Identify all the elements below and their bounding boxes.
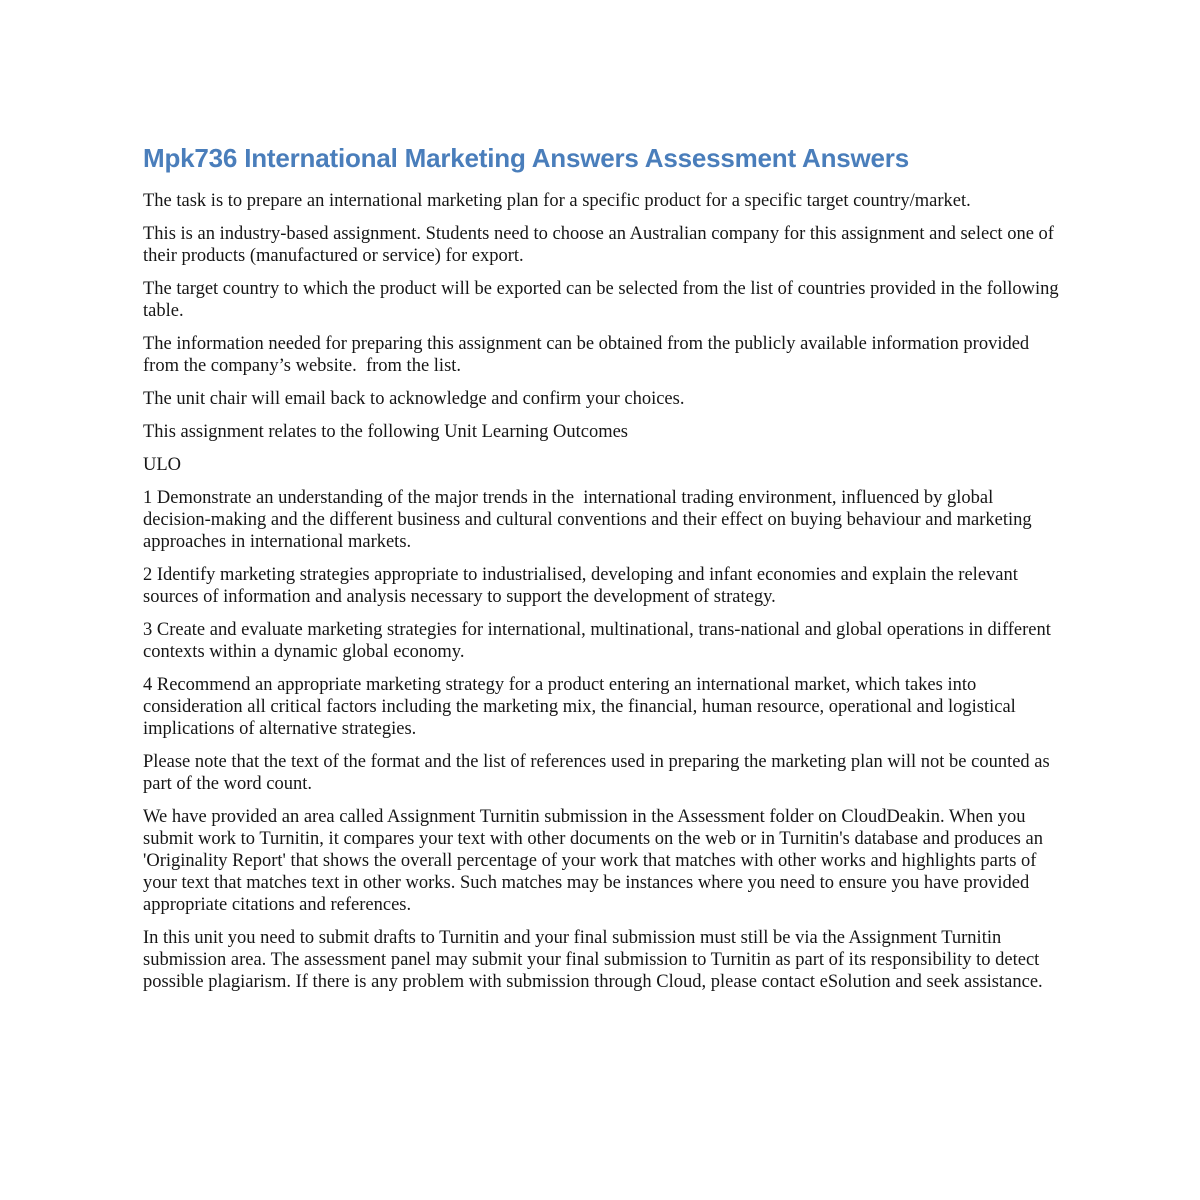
paragraph-turnitin-info: We have provided an area called Assignment Turnitin submission in the Assessment folder on CloudDeakin. When you submit work to Turnitin, it compares your text with other documents on the web or in Turnitin's database and produces an 'Originality Report' that shows the overall percentage of your work that matches with other works and highlights parts of your text that matches text in other works. Such matches may be instances where you need to ensure you have provided appropriate citations and references.: [143, 807, 1048, 915]
paragraph-ulo-4: 4 Recommend an appropriate marketing strategy for a product entering an international market, which takes into consideration all critical factors including the marketing mix, the financial, human resource, operational and logistical implications of alternative strategies.: [143, 675, 1021, 739]
paragraph-ulo-heading: ULO: [143, 455, 182, 475]
document-content: [143, 143, 1064, 1004]
paragraph-ulo-2: 2 Identify marketing strategies appropriate to industrialised, developing and infant economies and explain the relevant sources of information and analysis necessary to support the development of strategy.: [143, 565, 1023, 607]
paragraph-task-intro: The task is to prepare an international marketing plan for a specific product for a specific target country/market.: [143, 191, 971, 211]
paragraph-unit-chair: The unit chair will email back to acknowledge and confirm your choices.: [143, 389, 685, 409]
paragraph-submission-drafts: In this unit you need to submit drafts to Turnitin and your final submission must still be via the Assignment Turnitin submission area. The assessment panel may submit your final submission to Turnitin as part of its responsibility to detect possible plagiarism. If there is any problem with submission through Cloud, please contact eSolution and seek assistance.: [143, 928, 1044, 992]
paragraph-ulo-3: 3 Create and evaluate marketing strategies for international, multinational, trans-national and global operations in different contexts within a dynamic global economy.: [143, 620, 1056, 662]
paragraph-industry-based: This is an industry-based assignment. Students need to choose an Australian company for this assignment and select one of their products (manufactured or service) for export.: [143, 224, 1059, 266]
paragraph-information: The information needed for preparing this assignment can be obtained from the publicly available information provided from the company’s website. from the list.: [143, 334, 1034, 376]
document-title: Mpk736 International Marketing Answers Assessment Answers: [143, 143, 909, 173]
paragraph-ulo-1: 1 Demonstrate an understanding of the major trends in the international trading environment, influenced by global decision-making and the different business and cultural conventions and their effect on buying behaviour and marketing approaches in international markets.: [143, 488, 1037, 552]
paragraph-target-country: The target country to which the product will be exported can be selected from the list of countries provided in the following table.: [143, 279, 1064, 321]
paragraph-relates-outcomes: This assignment relates to the following Unit Learning Outcomes: [143, 422, 629, 442]
paragraph-word-count-note: Please note that the text of the format and the list of references used in preparing the marketing plan will not be counted as part of the word count.: [143, 752, 1055, 794]
